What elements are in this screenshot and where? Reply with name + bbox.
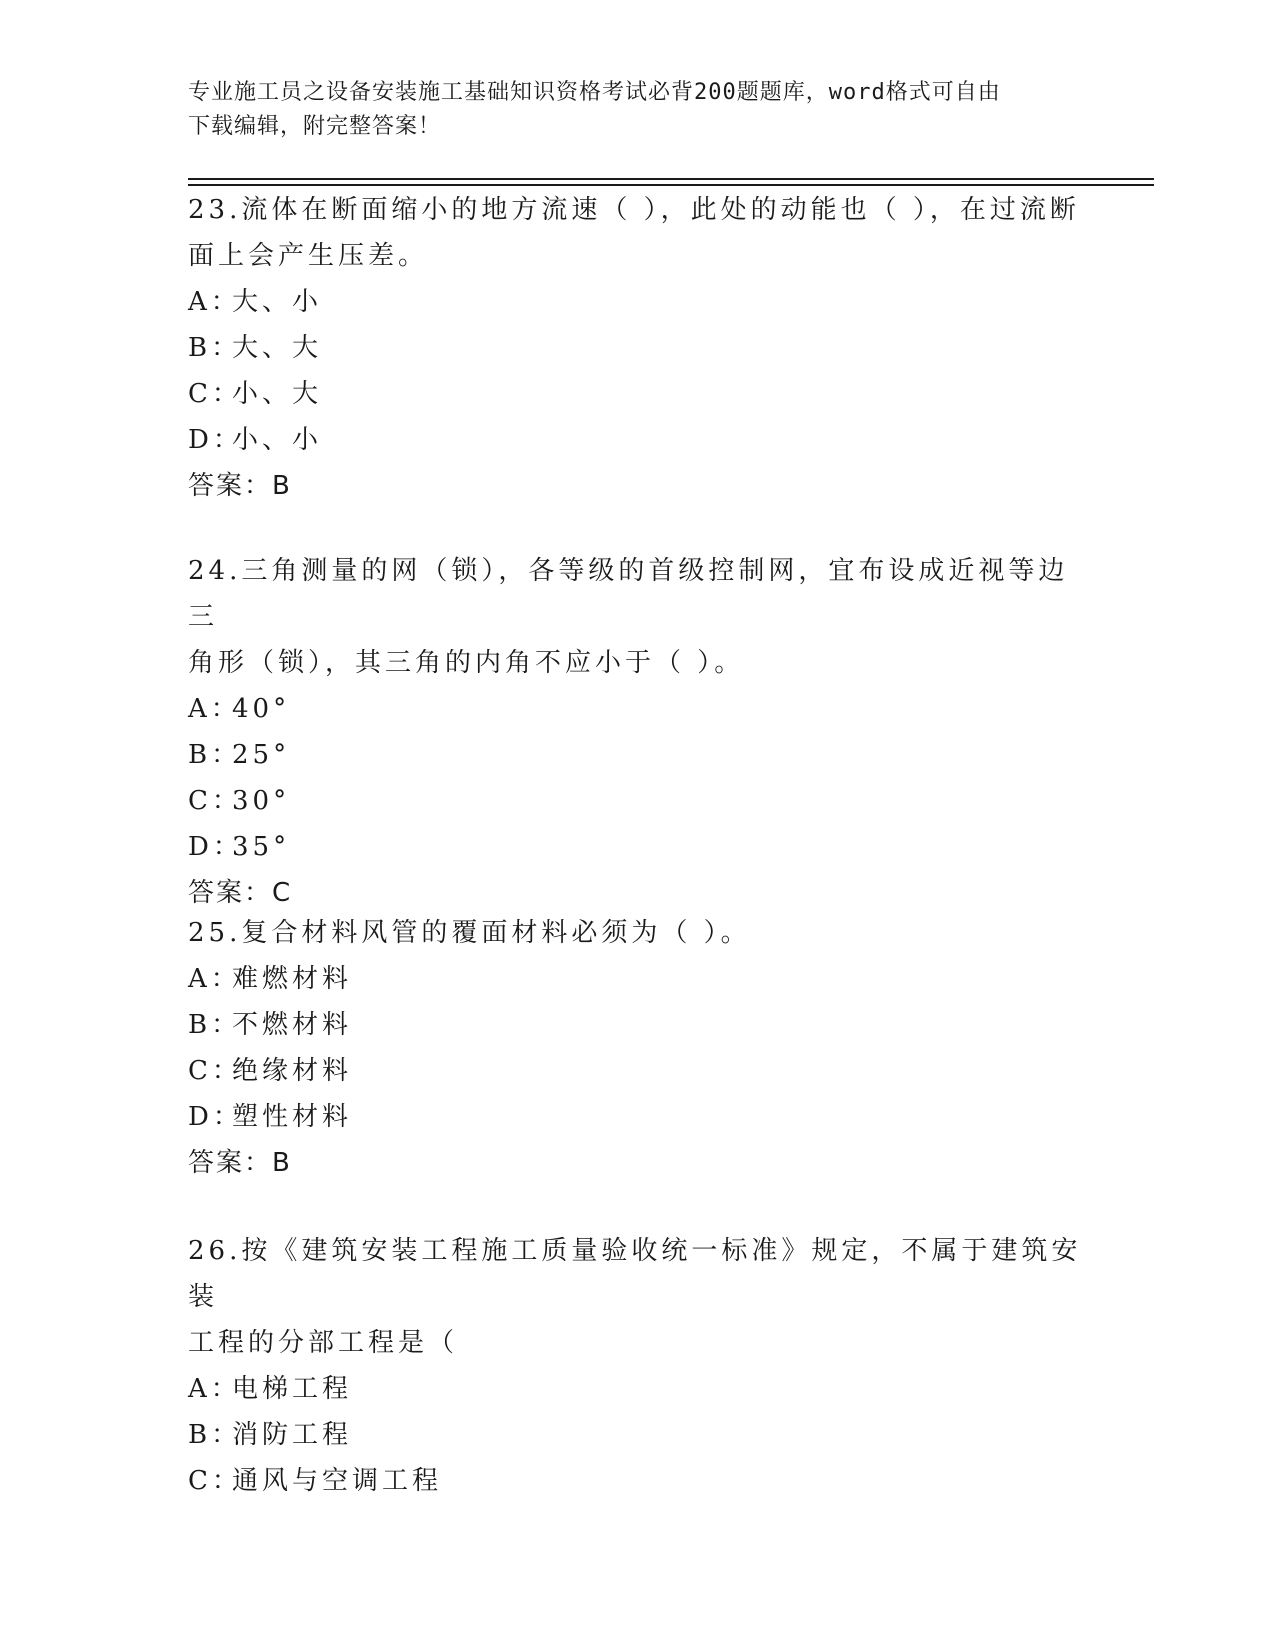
option-text: 小、大 <box>232 379 323 409</box>
option-key: D： <box>188 832 243 862</box>
question-stem-line-1: 24.三角测量的网（锁），各等级的首级控制网，宜布设成近视等边三 <box>188 556 1069 632</box>
option-text: 通风与空调工程 <box>232 1466 443 1496</box>
option-text: 不燃材料 <box>232 1010 353 1040</box>
option-key: D： <box>188 1102 243 1132</box>
option-text: 大、大 <box>232 333 323 363</box>
option-key: A： <box>188 694 241 724</box>
option-a <box>188 1366 1088 1412</box>
option-text: 35° <box>232 832 291 862</box>
option-key: B： <box>188 1010 242 1040</box>
question-stem-line-2: 角形（锁），其三角的内角不应小于（ ）。 <box>188 648 745 678</box>
option-text: 绝缘材料 <box>232 1056 353 1086</box>
option-text: 小、小 <box>232 425 323 455</box>
option-c <box>188 1048 1088 1094</box>
option-key: D： <box>188 425 243 455</box>
option-b <box>188 1002 1088 1048</box>
question-24 <box>188 548 1088 916</box>
option-key: A： <box>188 287 241 317</box>
option-key: C： <box>188 786 242 816</box>
option-a <box>188 279 1088 325</box>
option-text: 电梯工程 <box>232 1374 353 1404</box>
question-stem-line-1: 26.按《建筑安装工程施工质量验收统一标准》规定，不属于建筑安装 <box>188 1236 1082 1312</box>
option-a <box>188 686 1088 732</box>
header-line-1: 专业施工员之设备安装施工基础知识资格考试必背200题题库，word格式可自由 <box>188 80 1001 105</box>
option-c <box>188 371 1088 417</box>
option-text: 塑性材料 <box>232 1102 353 1132</box>
document-header <box>188 76 1068 144</box>
question-stem-line-1: 23.流体在断面缩小的地方流速（ ），此处的动能也（ ），在过流断 <box>188 195 1080 225</box>
option-d <box>188 1094 1088 1140</box>
option-key: C： <box>188 379 242 409</box>
option-text: 30° <box>232 786 291 816</box>
option-text: 大、小 <box>232 287 323 317</box>
option-text: 消防工程 <box>232 1420 353 1450</box>
question-stem-line-1: 25.复合材料风管的覆面材料必须为（ ）。 <box>188 918 751 948</box>
option-key: A： <box>188 1374 241 1404</box>
question-25 <box>188 910 1088 1186</box>
option-b <box>188 732 1088 778</box>
question-stem-line-2: 面上会产生压差。 <box>188 241 429 271</box>
option-b <box>188 1412 1088 1458</box>
question-stem-line-2: 工程的分部工程是（ <box>188 1328 459 1358</box>
option-text: 难燃材料 <box>232 964 353 994</box>
question-23 <box>188 187 1088 509</box>
option-c <box>188 1458 1088 1504</box>
option-key: B： <box>188 333 242 363</box>
option-key: B： <box>188 1420 242 1450</box>
option-key: C： <box>188 1466 242 1496</box>
option-key: A： <box>188 964 241 994</box>
header-line-2: 下载编辑，附完整答案！ <box>188 114 442 139</box>
question-26 <box>188 1228 1088 1504</box>
option-d <box>188 824 1088 870</box>
option-text: 25° <box>232 740 291 770</box>
option-c <box>188 778 1088 824</box>
option-a <box>188 956 1088 1002</box>
option-text: 40° <box>232 694 291 724</box>
option-key: B： <box>188 740 242 770</box>
answer-line: 答案：C <box>188 878 293 908</box>
header-divider-top <box>188 178 1154 180</box>
answer-line: 答案：B <box>188 471 292 501</box>
header-divider-bottom <box>188 184 1154 186</box>
option-d <box>188 417 1088 463</box>
option-b <box>188 325 1088 371</box>
answer-line: 答案：B <box>188 1148 292 1178</box>
option-key: C： <box>188 1056 242 1086</box>
